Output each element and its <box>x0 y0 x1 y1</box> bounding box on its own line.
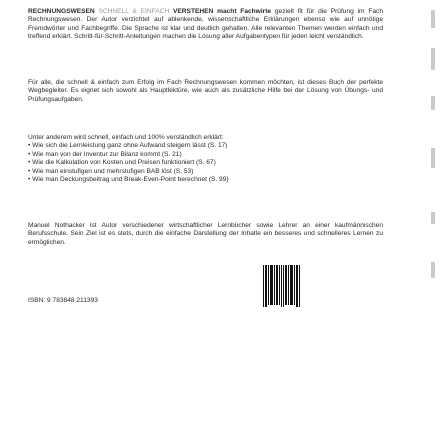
topics-section <box>28 134 383 184</box>
intro-body: gezielt fit für die Prüfung im Fach Rechnungswesen. Der Autor verzichtet auf ablenkende, wissenschaftliche Erklärungen ebenso wie auf unnötige Fremdwörter und Fachbegriffe. Die Sprache ist klar und deutlich gehalten. Alle relevanten Themen werden einfach und treffend erklärt. Schritt-für-Schritt-Anleitungen machen die Lösung aller Aufgabentypen für jeden leicht verständlich. <box>28 8 383 41</box>
list-item: • Wie man einstufigen und mehrstufigen BAB löst (S. 53) <box>28 167 194 175</box>
topics-intro: Unter anderem wird schnell, einfach und 100% verständlich erklärt: <box>28 134 224 141</box>
brand-title: RECHNUNGSWESEN <box>28 8 95 15</box>
target-audience-paragraph: Für alle, die schnell & einfach zum Erfolg im Fach Rechnungswesen kommen möchten, ist dieses Buch der perfekte Wegbegleiter. Es eignet sich sowohl als Hauptlektüre, wie auch als zusätzliche Hilfe bei der Lösung von Übungs- und Prüfungsaufgaben. <box>28 79 383 103</box>
topics-list <box>28 142 383 184</box>
headline: VERSTEHEN macht Fachwirte <box>173 8 272 15</box>
spine-mark <box>431 212 435 224</box>
spine-mark <box>431 48 435 70</box>
author-paragraph: Manuel Nothacker ist Autor verschiedener wirtschaftlicher Lernbücher sowie Lehrer an einer kaufmännischen Berufsschule. Sein Ziel ist es stets, durch die einfache Darstellung der Inhalte ein besseres und schnelleres Lernen zu ermöglichen. <box>28 222 383 246</box>
list-item: • Wie sich die Lernleistung ganz ohne Aufwand steigern lässt (S. 17) <box>28 142 228 150</box>
spine-mark <box>431 10 435 28</box>
list-item: • Wie man Deckungsbeitrag und Break-Even-Point berechnet (S. 99) <box>28 176 229 184</box>
list-item: • Wie man von der Inventur zur Bilanz kommt (S. 21) <box>28 150 182 158</box>
isbn-label: ISBN: 9 783848 211393 <box>28 297 98 304</box>
spine-mark <box>431 148 435 168</box>
spine-mark <box>431 262 435 278</box>
brand-subtitle: SCHNELL & EINFACH <box>98 8 170 15</box>
spine-strip <box>425 0 445 445</box>
intro-paragraph <box>28 8 383 42</box>
barcode-image <box>262 262 302 310</box>
spine-mark <box>431 96 435 110</box>
list-item: • Wie die Kalkulation von Kosten und Preisen funktioniert (S. 67) <box>28 159 216 167</box>
